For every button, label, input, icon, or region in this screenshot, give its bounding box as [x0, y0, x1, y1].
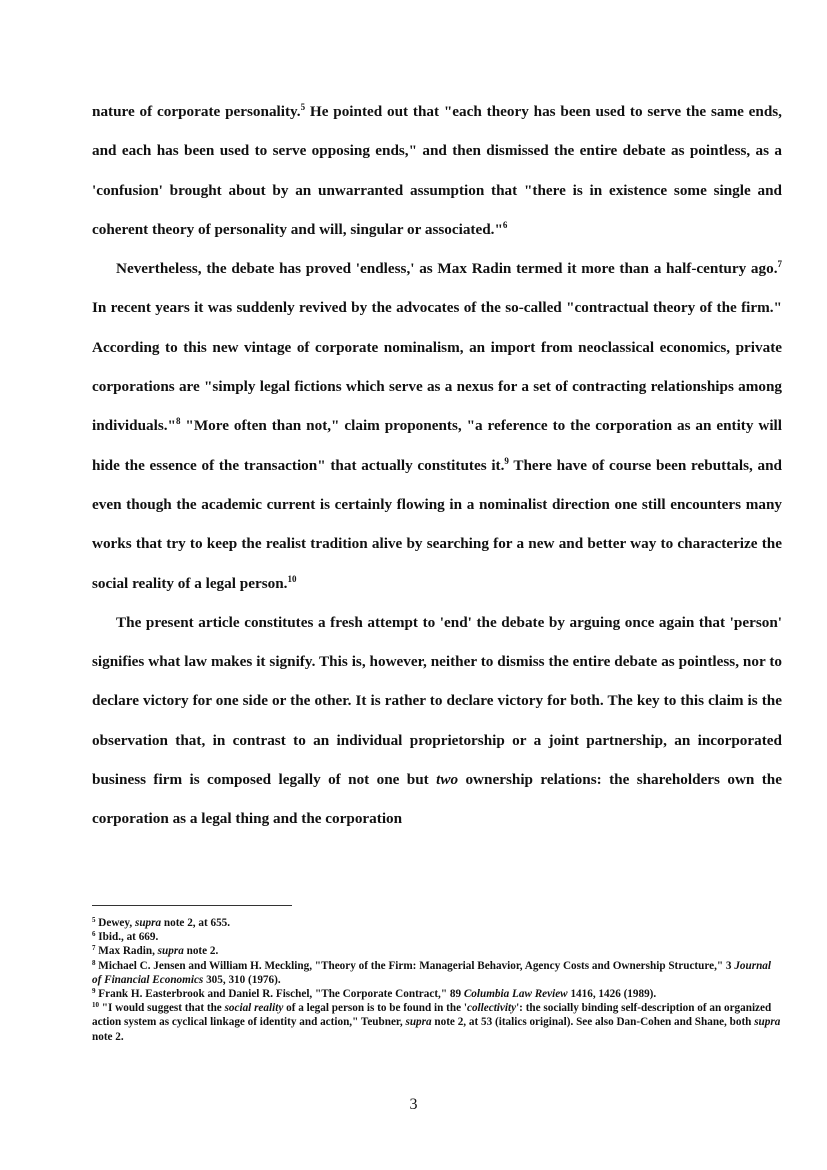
footnote-separator [92, 905, 292, 906]
paragraph-2 [92, 249, 782, 603]
body-text [92, 92, 782, 839]
footnote-text [92, 960, 771, 986]
footnote-reference: 7 [777, 259, 782, 270]
footnote-9 [92, 987, 782, 1001]
text-run: Michael C. Jensen and William H. Meckling, "Theory of the Firm: Managerial Behavior, Agency Costs and Ownership Structure," 3 [98, 959, 735, 972]
text-run: note 2, at 53 (italics original). See also Dan-Cohen and Shane, both [431, 1016, 755, 1029]
footnote-reference: 9 [504, 455, 509, 466]
text-run: 1416, 1426 (1989). [567, 988, 657, 1001]
page-number: 3 [409, 1096, 418, 1113]
text-run: ': the socially binding self-description of an organized action system as cyclical linkage of identity and action," Teubner, [92, 1002, 772, 1029]
footnote-reference: 10 [287, 573, 297, 584]
footnote-reference: 5 [300, 102, 306, 112]
text-run: "More often than not," claim proponents, "a reference to the corporation as an entity will hide the essence of the transaction" that actually constitutes it. [92, 417, 782, 474]
text-run: 305, 310 (1976). [203, 973, 281, 986]
text-run: Dewey, [98, 917, 135, 929]
italic-run: two [436, 771, 459, 789]
italic-run: supra [405, 1016, 432, 1029]
italic-run: Journal of Financial Economics [92, 959, 771, 986]
footnote-10 [92, 1001, 782, 1044]
italic-run: social reality [224, 1002, 284, 1015]
text-run: The present article constitutes a fresh attempt to 'end' the debate by arguing once again that 'person' signifies what law makes it signify. This is, however, neither to dismiss the entire debate as pointless, nor to declare victory for one side or the other. It is rather to declare victory for both. The key to this claim is the observation that, in contrast to an individual proprietorship or a joint partnership, an incorporated business firm is composed legally of not one but [92, 613, 782, 789]
footnote-text [98, 988, 656, 1000]
text-run: There have of course been rebuttals, and even though the academic current is certainly flowing in a nominalist direction one still encounters many works that try to keep the realist tradition alive by searching for a new and better way to characterize the social reality of a legal person. [92, 456, 782, 592]
italic-run: supra [157, 945, 184, 958]
text-run: note 2, at 655. [161, 917, 231, 929]
text-run: note 2. [183, 945, 219, 958]
footnote-7 [92, 944, 782, 958]
text-run: Ibid., at 669. [98, 931, 159, 944]
footnote-8 [92, 959, 782, 987]
text-run: Nevertheless, the debate has proved 'endless,' as Max Radin termed it more than a half-century ago. [116, 260, 778, 278]
footnote-marker: 10 [92, 1001, 99, 1010]
paragraph-1 [92, 92, 782, 249]
footnote-text [98, 917, 230, 929]
text-run: Max Radin, [98, 945, 158, 958]
italic-run: supra [134, 917, 162, 929]
text-run: of a legal person is to be found in the ' [283, 1002, 467, 1015]
footnotes [92, 916, 782, 1044]
paragraph-3 [92, 603, 782, 839]
text-run: He pointed out that "each theory has been used to serve the same ends, and each has been used to serve opposing ends," and then dismissed the entire debate as pointless, as a 'confusion' brought about by an unwarranted assumption that "there is in existence some single and coherent theory of personality and will, singular or associated." [92, 103, 782, 238]
footnote-6 [92, 930, 782, 944]
text-run: nature of corporate personality. [92, 103, 301, 120]
footnote-text [98, 931, 158, 943]
footnote-reference: 8 [176, 416, 181, 427]
footnote-text [92, 1002, 780, 1042]
footnote-marker: 7 [92, 944, 96, 953]
footnote-text [98, 945, 218, 957]
italic-run: Columbia Law Review [463, 988, 568, 1001]
footnote-marker: 9 [92, 987, 96, 996]
text-run: Frank H. Easterbrook and Daniel R. Fischel, "The Corporate Contract," 89 [98, 988, 464, 1001]
italic-run: supra [754, 1016, 781, 1029]
text-run: ownership relations: the shareholders own the corporation as a legal thing and the corporation [92, 771, 782, 828]
footnote-marker: 8 [92, 958, 96, 967]
text-run: note 2. [92, 1030, 124, 1043]
text-run: In recent years it was suddenly revived by the advocates of the so-called "contractual theory of the firm." According to this new vintage of corporate nominalism, an import from neoclassical economics, private corporations are "simply legal fictions which serve as a nexus for a set of contracting relationships among individuals." [92, 299, 782, 435]
italic-run: collectivity [466, 1002, 517, 1015]
footnote-marker: 5 [92, 916, 96, 924]
footnote-reference: 6 [502, 219, 508, 230]
footnote-5 [92, 916, 782, 930]
text-run: "I would suggest that the [101, 1002, 225, 1015]
footnote-marker: 6 [92, 930, 96, 939]
